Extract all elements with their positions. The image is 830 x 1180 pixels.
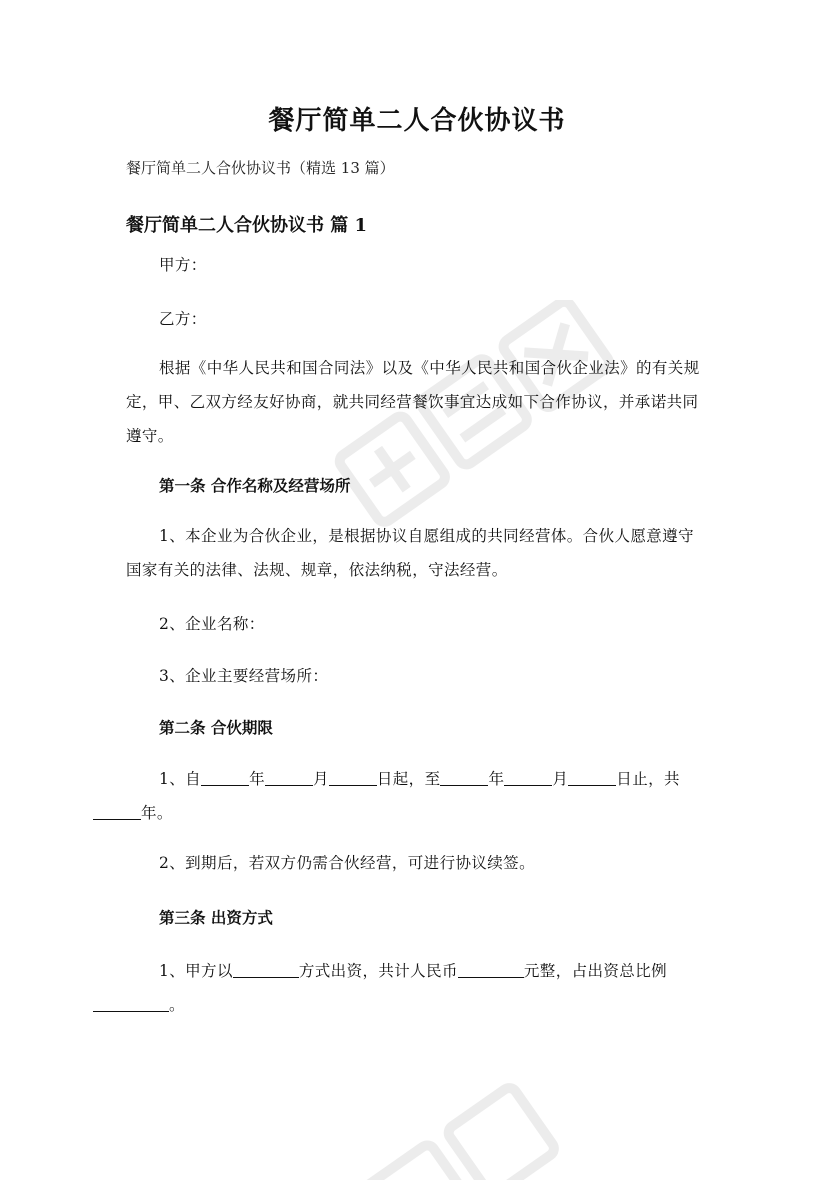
text-segment: 1、甲方以 <box>159 962 233 980</box>
article-1-item-3: 3、企业主要经营场所： <box>159 667 329 685</box>
article-1-title: 第一条 合作名称及经营场所 <box>159 476 351 495</box>
blank-field[interactable] <box>458 959 524 978</box>
blank-field[interactable] <box>265 767 313 786</box>
document-subtitle: 餐厅简单二人合伙协议书（精选 13 篇） <box>126 159 395 177</box>
text-segment: 方式出资，共计人民币 <box>298 962 458 980</box>
blank-field[interactable] <box>504 767 552 786</box>
blank-field[interactable] <box>93 993 169 1012</box>
article-1-item-1: 1、本企业为合伙企业，是根据协议自愿组成的共同经营体。合伙人愿意遵守国家有关的法律、法规、规章，依法纳税，守法经营。 <box>126 527 694 579</box>
article-1-item-2: 2、企业名称： <box>159 615 265 633</box>
article-3-item-1 <box>126 954 708 1022</box>
blank-field[interactable] <box>93 801 141 820</box>
watermark-icon <box>300 1060 660 1180</box>
party-a-line: 甲方： <box>159 256 207 274</box>
document-title: 餐厅简单二人合伙协议书 <box>268 106 566 136</box>
text-segment: 年 <box>249 770 265 788</box>
intro-paragraph: 根据《中华人民共和国合同法》以及《中华人民共和国合伙企业法》的有关规定，甲、乙双方经友好协商，就共同经营餐饮事宜达成如下合作协议，并承诺共同遵守。 <box>126 359 700 445</box>
text-segment: 日止，共 <box>616 770 680 788</box>
blank-field[interactable] <box>201 767 249 786</box>
party-b-line: 乙方： <box>159 310 207 328</box>
article-2-item-1 <box>126 762 708 830</box>
article-2-item-2: 2、到期后，若双方仍需合伙经营，可进行协议续签。 <box>159 854 535 872</box>
text-segment: 年。 <box>141 804 173 822</box>
text-segment: 月 <box>552 770 569 788</box>
article-2-title: 第二条 合伙期限 <box>159 718 273 737</box>
text-segment: 年 <box>488 770 505 788</box>
text-segment: 。 <box>169 996 185 1014</box>
blank-field[interactable] <box>440 767 488 786</box>
text-segment: 日起，至 <box>376 770 441 788</box>
blank-field[interactable] <box>329 767 377 786</box>
section-title: 餐厅简单二人合伙协议书 篇 1 <box>126 215 368 236</box>
blank-field[interactable] <box>233 959 299 978</box>
text-segment: 元整，占出资总比例 <box>523 962 667 980</box>
blank-field[interactable] <box>568 767 616 786</box>
text-segment: 1、自 <box>159 770 202 788</box>
text-segment: 月 <box>312 770 329 788</box>
article-3-title: 第三条 出资方式 <box>159 908 273 927</box>
